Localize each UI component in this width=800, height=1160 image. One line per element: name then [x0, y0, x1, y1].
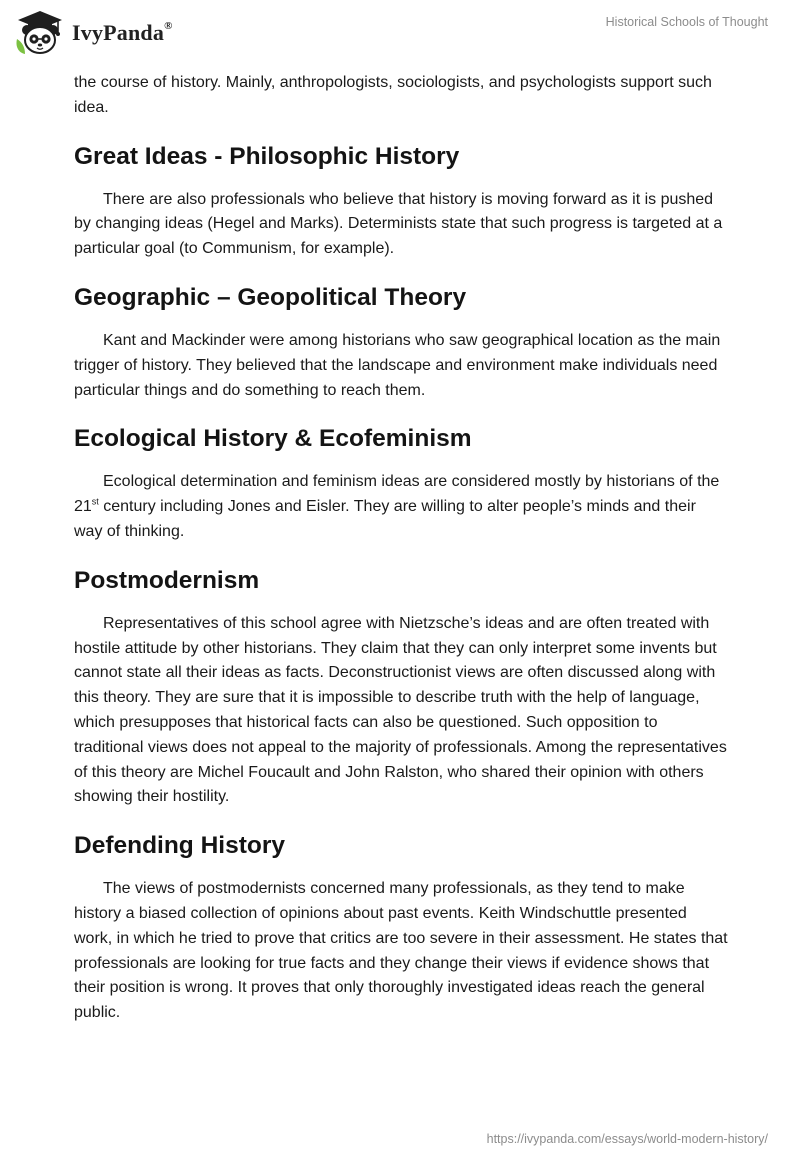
intro-continuation: the course of history. Mainly, anthropologists, sociologists, and psychologists support such idea. — [74, 74, 712, 116]
ivypanda-logo[interactable] — [14, 9, 214, 57]
section-heading-defending-history: Defending History — [74, 832, 285, 860]
section-heading-great-ideas: Great Ideas - Philosophic History — [74, 142, 460, 170]
section-heading-geographic: Geographic – Geopolitical Theory — [74, 283, 467, 311]
section-heading-postmodernism: Postmodernism — [74, 566, 260, 594]
section-body-geographic: Kant and Mackinder were among historians who saw geographical location as the main trigger of history. They believed that the landscape and environment make individuals need particular things and do something to reach them. — [74, 331, 721, 399]
registered-mark: ® — [164, 19, 173, 32]
section-body-ecological: Ecological determination and feminism ideas are considered mostly by historians of the 21st century including Jones and Eisler. They are willing to alter people’s minds and their way of thinking. — [74, 473, 720, 540]
ordinal-suffix: st — [91, 496, 99, 507]
brand-name: IvyPanda® — [72, 19, 173, 45]
section-body-postmodernism: Representatives of this school agree with Nietzsche’s ideas and are often treated with hostile attitude by other historians. They claim that they can only interpret some invents but cannot state all their ideas as facts. Deconstructionist views are often discussed along with this theory. They are sure that it is impossible to describe truth with the help of language, which presupposes that historical facts can also be questioned. Such opposition to traditional views does not appeal to the majority of professionals. Among the representatives of this theory are Michel Foucault and John Ralston, who shared their opinion with others showing their hostility. — [74, 614, 727, 806]
section-body-defending-history: The views of postmodernists concerned many professionals, as they tend to make history a biased collection of opinions about past events. Keith Windschuttle presented work, in which he tried to prove that critics are too severe in their assessment. He states that professionals are looking for true facts and they change their views if evidence shows that their position is wrong. It proves that only thoroughly investigated ideas reach the general public. — [74, 880, 728, 1022]
running-title: Historical Schools of Thought — [605, 15, 768, 29]
section-heading-ecological: Ecological History & Ecofeminism — [74, 425, 472, 453]
panda-graduation-cap-icon — [14, 9, 66, 57]
essay-content — [74, 71, 728, 1026]
source-url[interactable]: https://ivypanda.com/essays/world-modern-history/ — [486, 1132, 768, 1146]
page-header — [0, 0, 800, 66]
section-body-great-ideas: There are also professionals who believe that history is moving forward as it is pushed by changing ideas (Hegel and Marks). Determinists state that such progress is targeted at a particular goal (to Communism, for example). — [74, 190, 723, 258]
